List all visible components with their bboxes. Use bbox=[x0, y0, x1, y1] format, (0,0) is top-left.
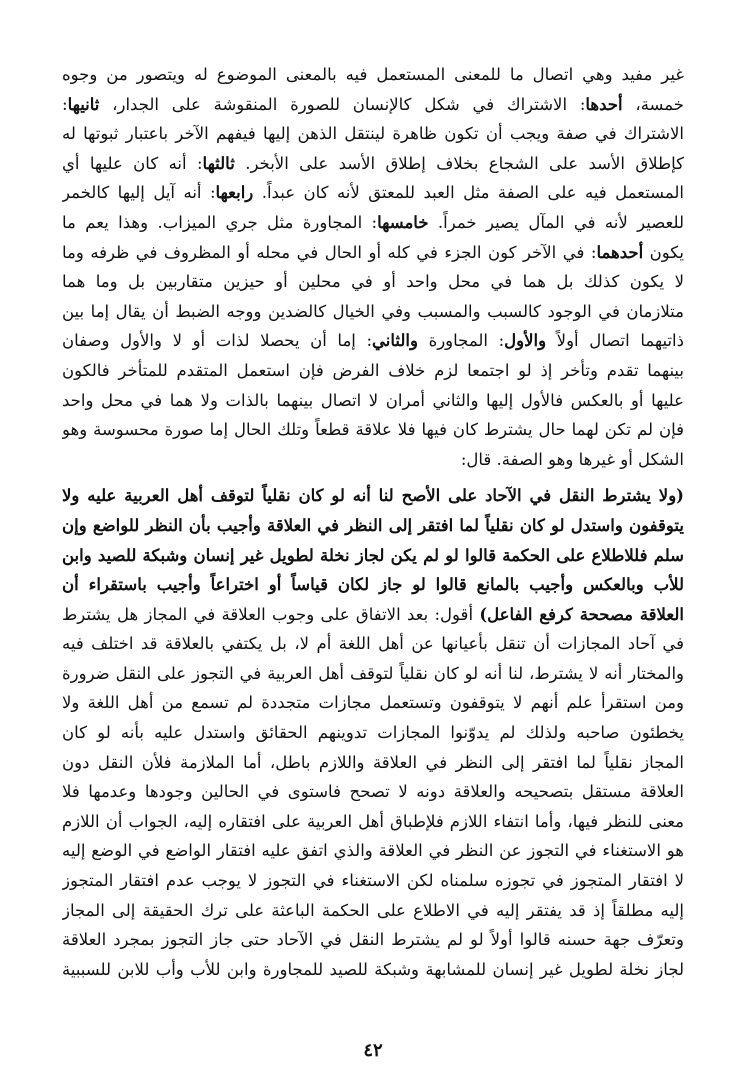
text-run: : المجاورة bbox=[417, 331, 505, 351]
text-line bbox=[62, 570, 684, 600]
bold-text-run: والثاني bbox=[372, 331, 418, 351]
text-run: والمختار أنه لا يشترط، لنا أنه لو كان نقلياً لتوقف أهل العربية في التجوز على النقل ضرورة bbox=[62, 663, 684, 683]
text-run: المجاز نقلياً لما افتقر إلى النظر في العلاقة واللازم باطل، أما الملازمة فلأن النقل دون bbox=[62, 752, 684, 772]
text-line bbox=[62, 925, 684, 955]
text-run: هو الاستغناء في التجوز عن النظر في العلاقة والذي اتفق عليه افتقار الواضع في الوضع إليه bbox=[62, 841, 684, 861]
text-run: ومن استقرأ علم أنهم لا يتوقفون وتستعمل مجازات متجددة لم تسمع من أهل اللغة ولا bbox=[62, 693, 684, 713]
text-line bbox=[62, 836, 684, 866]
bold-text-run: ثانيها bbox=[67, 94, 100, 114]
text-run: فإن لم تكن لهما حال يشترط كان فيها فلا علاقة قطعاً وتلك الحال إما صورة محسوسة وهو bbox=[62, 420, 684, 440]
text-run: ذاتيهما اتصال أولاً bbox=[546, 331, 684, 351]
bold-text-run: للأب وبالعكس وأجيب بالمانع قالوا لو جاز لكان قياساً أو اختراعاً وأجيب باستقراء أن bbox=[62, 575, 684, 595]
text-run: الشكل أو غيرها وهو الصفة. قال: bbox=[460, 449, 684, 469]
bold-text-run: سلم فللاطلاع على الحكمة قالوا لو لم يكن لجاز نخلة لطويل غير إنسان وشبكة للصيد وابن bbox=[62, 545, 684, 565]
text-run: خمسة، bbox=[622, 94, 684, 114]
text-line bbox=[62, 119, 684, 149]
text-line bbox=[62, 541, 684, 571]
text-run: في آحاد المجازات أن تنقل بأعيانها عن أهل اللغة أم لا، بل يكتفي بالعلاقة قد اختلف فيه bbox=[62, 634, 684, 654]
text-line bbox=[62, 955, 684, 985]
text-line bbox=[62, 688, 684, 718]
text-line bbox=[62, 415, 684, 445]
text-run: وتعرّف جهة حسنه قالوا أولاً لو لم يشترط النقل في الآحاد حتى جاز التجوز بمجرد العلاقة bbox=[62, 930, 684, 950]
text-line bbox=[62, 629, 684, 659]
text-run: كإطلاق الأسد على الشجاع بخلاف إطلاق الأسد على الأبخر. bbox=[234, 153, 684, 173]
text-line bbox=[62, 386, 684, 416]
text-line bbox=[62, 511, 684, 541]
text-run: إليه مطلقاً إذ قد يفتقر إليه في الاطلاع على الحكمة الباعثة على ترك الحقيقة إلى المجاز bbox=[62, 900, 684, 920]
text-run: للعصير لأنه في المآل يصير خمراً. bbox=[428, 212, 684, 232]
text-run: : المجاورة مثل جري الميزاب. وهذا يعم ما bbox=[62, 212, 378, 232]
text-run: أقول: بعد الاتفاق على وجوب العلاقة في المجاز هل يشترط bbox=[62, 604, 480, 624]
text-line bbox=[62, 90, 684, 120]
text-run: عليها أو بالعكس فالأول إليها والثاني أمران لا اتصال بينهما بالذات ولا هما في محل واحد bbox=[62, 390, 684, 410]
text-run: معنى للنظر فيها، وأما انتفاء اللازم فلإطباق أهل العربية على افتقاره إليه، الجواب أن اللازم bbox=[62, 811, 684, 831]
bold-text-run: أحدها bbox=[585, 94, 623, 114]
bold-text-run: خامسها bbox=[377, 212, 429, 232]
text-line bbox=[62, 659, 684, 689]
text-line bbox=[62, 297, 684, 327]
text-line bbox=[62, 326, 684, 356]
text-line bbox=[62, 718, 684, 748]
text-line bbox=[62, 896, 684, 926]
text-line bbox=[62, 866, 684, 896]
paragraph-gap bbox=[62, 474, 684, 481]
bold-text-run: ثالثها bbox=[202, 153, 235, 173]
bold-text-run: والأول bbox=[504, 331, 547, 351]
text-run: : أنه كان عليها أي bbox=[62, 153, 203, 173]
text-line bbox=[62, 748, 684, 778]
text-line bbox=[62, 238, 684, 268]
text-line bbox=[62, 149, 684, 179]
text-run: يخطئون صاحبه ولذلك لم يدوّنوا المجازات تدوينهم الحقائق واستدل عليه بأنه لو كان bbox=[62, 723, 684, 743]
text-run: لا يكون كذلك بل هما في محل واحد أو في محلين أو حيزين متقاربين بل وما هما bbox=[62, 272, 684, 292]
text-line bbox=[62, 777, 684, 807]
text-line bbox=[62, 600, 684, 630]
text-line bbox=[62, 481, 684, 511]
text-run: الاشتراك في صفة ويجب أن تكون ظاهرة لينتقل الذهن إليها فيفهم الآخر باعتبار ثبوتها له bbox=[62, 124, 684, 144]
text-run: متلازمان في الوجود كالسبب والمسبب وفي الخيال كالضدين ووجه الضبط أن يقال إما بين bbox=[62, 301, 684, 321]
text-run: بينهما تقدم وتأخر إذ لو اجتمعا لزم خلاف الفرض فإن استعمل المتقدم للمتأخر فالكون bbox=[62, 360, 684, 380]
text-line bbox=[62, 60, 684, 90]
bold-text-run: أحدهما bbox=[596, 242, 644, 262]
text-run: غير مفيد وهي اتصال ما للمعنى المستعمل فيه بالمعنى الموضوع له ويتصور من وجوه bbox=[62, 65, 684, 84]
text-run: يكون bbox=[643, 242, 684, 262]
text-run: المستعمل فيه على الصفة مثل العبد للمعتق لأنه كان عبداً. bbox=[253, 183, 684, 203]
text-run: : إما أن يحصلا لذات أو لا والأول وصفان bbox=[62, 331, 373, 351]
bold-text-run: يتوقفون واستدل لو كان نقلياً لما افتقر إلى النظر في العلاقة وأجيب بأن النظر للواضع وإن bbox=[62, 515, 684, 535]
text-line bbox=[62, 356, 684, 386]
bold-text-run: العلاقة مصححة كرفع الفاعل) bbox=[479, 604, 684, 624]
bold-text-run: (ولا يشترط النقل في الآحاد على الأصح لنا أنه لو كان نقلياً لتوقف أهل العربية عليه ولا bbox=[62, 486, 684, 506]
text-run: : في الآخر كون الجزء في كله أو الحال في محله أو المظروف في ظرفه وما bbox=[62, 242, 597, 262]
text-run: لا افتقار المتجوز في تجوزه سلمناه لكن الاستغناء في التجوز لا يوجب عدم افتقار المتجوز bbox=[62, 871, 684, 891]
text-line bbox=[62, 807, 684, 837]
commentary-paragraph-2 bbox=[62, 481, 684, 984]
text-line bbox=[62, 267, 684, 297]
text-run: : أنه آيل إليها كالخمر bbox=[62, 183, 216, 203]
commentary-paragraph-1 bbox=[62, 60, 684, 474]
text-run: : bbox=[62, 94, 68, 114]
text-line bbox=[62, 208, 684, 238]
bold-text-run: رابعها bbox=[215, 183, 254, 203]
text-run: العلاقة مستقل بتصحيحه والعلاقة دونه لا تصحح فاستوى في الحالين وجودها وعدمها فلا bbox=[62, 782, 684, 802]
page-number: ٤٢ bbox=[363, 1040, 383, 1061]
text-line bbox=[62, 445, 684, 475]
text-line bbox=[62, 178, 684, 208]
text-run: لجاز نخلة لطويل غير إنسان للمشابهة وشبكة للصيد للمجاورة وابن للأب وأب للابن للسببية bbox=[62, 959, 684, 979]
text-run: : الاشتراك في شكل كالإنسان للصورة المنقوشة على الجدار، bbox=[99, 94, 586, 114]
page-body bbox=[62, 60, 684, 984]
